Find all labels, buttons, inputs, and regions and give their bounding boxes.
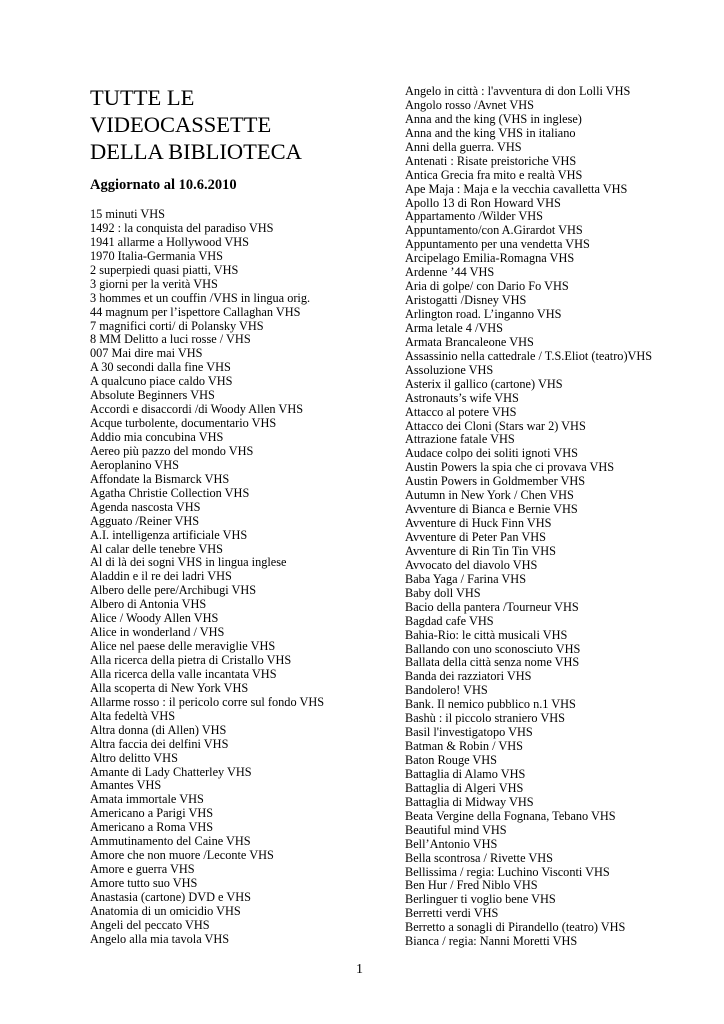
video-title-item: Bagdad cafe VHS — [405, 613, 494, 628]
video-title-item: Austin Powers la spia che ci provava VHS — [405, 460, 615, 475]
video-title-item: Avventure di Peter Pan VHS — [405, 530, 546, 544]
document-title — [90, 84, 390, 165]
video-title-item: Aladdin e il re dei ladri VHS — [90, 569, 232, 584]
video-title-item: 7 magnifici corti/ di Polansky VHS — [90, 318, 264, 333]
video-title-item: Alta fedeltà VHS — [90, 708, 176, 723]
video-title-item: Battaglia di Algeri VHS — [405, 780, 524, 795]
video-title-item: A.I. intelligenza artificiale VHS — [90, 527, 248, 542]
video-title-item: Albero di Antonia VHS — [90, 597, 207, 612]
video-title-item: Ammutinamento del Caine VHS — [90, 834, 251, 849]
video-title-item: Amore e guerra VHS — [90, 862, 195, 877]
video-title-item: Aereo più pazzo del mondo VHS — [90, 443, 254, 458]
video-title-item: Alice in wonderland / VHS — [90, 625, 225, 640]
video-title-item: Anastasia (cartone) DVD e VHS — [90, 889, 251, 904]
video-title-item: Alla ricerca della pietra di Cristallo VHS — [90, 653, 292, 667]
video-title-item: Ben Hur / Fred Niblo VHS — [405, 878, 538, 893]
video-title-item: Alice / Woody Allen VHS — [90, 611, 219, 626]
video-title-item: Antica Grecia fra mito e realtà VHS — [405, 167, 583, 182]
video-title-item: Allarme rosso : il pericolo corre sul fondo VHS — [90, 694, 325, 709]
video-title-item: Battaglia di Alamo VHS — [405, 766, 526, 781]
video-title-item: Bashù : il piccolo straniero VHS — [405, 711, 565, 726]
video-title-item: 44 magnum per l’ispettore Callaghan VHS — [90, 304, 301, 319]
video-title-item: 1492 : la conquista del paradiso VHS — [90, 220, 274, 235]
video-title-item: Amata immortale VHS — [90, 792, 204, 807]
video-title-item: Americano a Parigi VHS — [90, 806, 214, 821]
video-title-item: Appartamento /Wilder VHS — [405, 209, 543, 224]
video-title-item: 1941 allarme a Hollywood VHS — [90, 234, 249, 249]
video-title-item: Addio mia concubina VHS — [90, 430, 224, 444]
video-title-item: Anatomia di un omicidio VHS — [90, 903, 241, 918]
video-title-item: Americano a Roma VHS — [90, 820, 214, 835]
video-title-item: Autumn in New York / Chen VHS — [405, 488, 574, 503]
video-title-item: Altro delitto VHS — [90, 750, 178, 765]
video-title-item: Al di là dei sogni VHS in lingua inglese — [90, 555, 287, 570]
video-title-item: Alice nel paese delle meraviglie VHS — [90, 639, 276, 654]
video-title-item: 15 minuti VHS — [90, 207, 165, 221]
video-title-item: Batman & Robin / VHS — [405, 739, 523, 754]
video-title-item: 3 hommes et un couffin /VHS in lingua orig. — [90, 290, 311, 305]
video-title-item: Berlinguer ti voglio bene VHS — [405, 892, 556, 907]
video-title-item: Ballando con uno sconosciuto VHS — [405, 641, 581, 656]
video-title-item: Bianca / regia: Nanni Moretti VHS — [405, 934, 578, 949]
video-title-item: Bellissima / regia: Luchino Visconti VHS — [405, 864, 610, 879]
video-title-item: Avvocato del diavolo VHS — [405, 557, 538, 572]
video-title-item: Armata Brancaleone VHS — [405, 334, 534, 349]
video-title-item: Audace colpo dei soliti ignoti VHS — [405, 446, 578, 461]
video-title-item: Ape Maja : Maja e la vecchia cavalletta VHS — [405, 181, 628, 196]
video-title-item: Basil l'investigatopo VHS — [405, 725, 533, 740]
video-title-item: Aria di golpe/ con Dario Fo VHS — [405, 279, 569, 294]
video-title-item: Amantes VHS — [90, 778, 162, 793]
video-title-item: A 30 secondi dalla fine VHS — [90, 360, 231, 375]
video-title-item: Aristogatti /Disney VHS — [405, 293, 527, 308]
video-title-item: Asterix il gallico (cartone) VHS — [405, 376, 563, 391]
video-title-item: Alla ricerca della valle incantata VHS — [90, 666, 277, 681]
video-title-item: Bahia-Rio: le città musicali VHS — [405, 627, 568, 642]
video-title-item: 1970 Italia-Germania VHS — [90, 248, 223, 263]
video-title-item: Beata Vergine della Fognana, Tebano VHS — [405, 808, 616, 823]
video-title-item: Bandolero! VHS — [405, 683, 488, 698]
video-title-item: Attacco al potere VHS — [405, 404, 517, 419]
video-title-item: Assassinio nella cattedrale / T.S.Eliot (teatro)VHS — [405, 348, 653, 363]
video-title-item: Anna and the king (VHS in inglese) — [405, 111, 582, 126]
video-title-item: Angolo rosso /Avnet VHS — [405, 97, 535, 112]
video-title-item: Amante di Lady Chatterley VHS — [90, 764, 252, 779]
video-title-item: Banda dei razziatori VHS — [405, 669, 532, 684]
video-title-item: Battaglia di Midway VHS — [405, 794, 534, 809]
title-line: VIDEOCASSETTE — [90, 112, 272, 137]
video-title-item: Arma letale 4 /VHS — [405, 320, 504, 335]
video-title-item: Agatha Christie Collection VHS — [90, 485, 250, 500]
video-title-item: Apollo 13 di Ron Howard VHS — [405, 195, 561, 210]
video-title-item: Altra donna (di Allen) VHS — [90, 722, 227, 737]
video-title-item: Arlington road. L’inganno VHS — [405, 307, 562, 321]
video-title-item: 2 superpiedi quasi piatti, VHS — [90, 262, 239, 277]
video-title-item: Avventure di Bianca e Bernie VHS — [405, 502, 578, 517]
video-title-item: Austin Powers in Goldmember VHS — [405, 474, 586, 489]
video-title-item: Attacco dei Cloni (Stars war 2) VHS — [405, 418, 586, 433]
video-title-item: Anna and the king VHS in italiano — [405, 125, 576, 140]
video-title-item: Berretti verdi VHS — [405, 906, 499, 921]
video-title-item: Altra faccia dei delfini VHS — [90, 736, 229, 751]
video-title-item: Antenati : Risate preistoriche VHS — [405, 153, 577, 168]
video-title-item: Ballata della città senza nome VHS — [405, 655, 580, 670]
video-title-item: Albero delle pere/Archibugi VHS — [90, 583, 257, 598]
video-title-item: Amore che non muore /Leconte VHS — [90, 848, 274, 863]
page-number: 1 — [356, 962, 363, 977]
video-list-left-column — [90, 208, 324, 947]
title-line: TUTTE LE — [90, 85, 195, 110]
video-title-item: Alla scoperta di New York VHS — [90, 680, 249, 695]
video-title-item: Baba Yaga / Farina VHS — [405, 571, 527, 586]
video-title-item: Attrazione fatale VHS — [405, 432, 515, 447]
video-title-item: Baby doll VHS — [405, 585, 481, 600]
video-title-item: Aeroplanino VHS — [90, 457, 179, 472]
video-title-item: Bacio della pantera /Tourneur VHS — [405, 599, 579, 614]
video-title-item: 8 MM Delitto a luci rosse / VHS — [90, 332, 251, 347]
video-list-right-column — [405, 85, 652, 949]
video-title-item: Bank. Il nemico pubblico n.1 VHS — [405, 697, 576, 712]
video-title-item: Baton Rouge VHS — [405, 753, 498, 767]
video-title-item: Arcipelago Emilia-Romagna VHS — [405, 251, 575, 266]
video-title-item: Appuntamento per una vendetta VHS — [405, 237, 590, 252]
video-title-item: Bella scontrosa / Rivette VHS — [405, 850, 554, 865]
update-date: Aggiornato al 10.6.2010 — [90, 177, 237, 193]
video-title-item: Ardenne ’44 VHS — [405, 265, 495, 280]
video-title-item: Bell’Antonio VHS — [405, 836, 498, 851]
video-title-item: Assoluzione VHS — [405, 362, 494, 377]
video-title-item: Appuntamento/con A.Girardot VHS — [405, 223, 583, 238]
video-title-item: Absolute Beginners VHS — [90, 388, 215, 403]
video-title-item: 3 giorni per la verità VHS — [90, 276, 218, 291]
video-title-item: Angelo alla mia tavola VHS — [90, 931, 230, 946]
video-title-item: A qualcuno piace caldo VHS — [90, 374, 233, 389]
video-title-item: Angeli del peccato VHS — [90, 917, 210, 932]
video-title-item: Affondate la Bismarck VHS — [90, 471, 230, 486]
title-line: DELLA BIBLIOTECA — [90, 139, 302, 164]
video-title-item: Anni della guerra. VHS — [405, 139, 522, 154]
video-title-item: Astronauts’s wife VHS — [405, 390, 519, 405]
video-title-item: 007 Mai dire mai VHS — [90, 346, 203, 361]
video-title-item: Acque turbolente, documentario VHS — [90, 416, 277, 431]
video-title-item: Accordi e disaccordi /di Woody Allen VHS — [90, 402, 304, 417]
video-title-item: Avventure di Rin Tin Tin VHS — [405, 543, 556, 558]
video-title-item: Angelo in città : l'avventura di don Lolli VHS — [405, 84, 631, 98]
video-title-item: Beautiful mind VHS — [405, 822, 507, 837]
video-title-item: Agguato /Reiner VHS — [90, 513, 200, 528]
video-title-item: Berretto a sonagli di Pirandello (teatro) VHS — [405, 920, 626, 935]
video-title-item: Al calar delle tenebre VHS — [90, 541, 223, 556]
video-title-item: Agenda nascosta VHS — [90, 499, 201, 514]
video-title-item: Amore tutto suo VHS — [90, 876, 198, 890]
video-title-item: Avventure di Huck Finn VHS — [405, 516, 552, 531]
